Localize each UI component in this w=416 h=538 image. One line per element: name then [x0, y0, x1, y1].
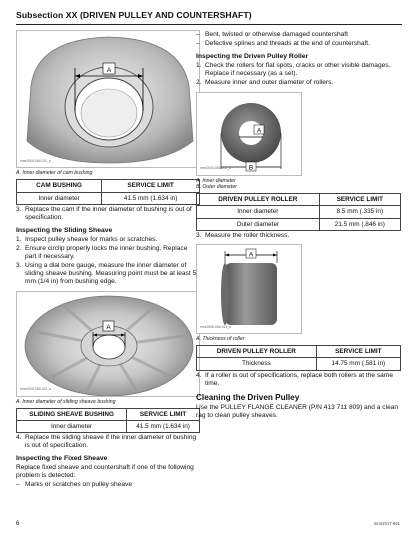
- list-item: 2. Ensure circlip properly locks the inner bushing. Replace part if necessary.: [16, 245, 188, 261]
- figure-caption: A. Inner diameter of sliding sheave bushing: [16, 398, 116, 405]
- sliding-sheave-table: [16, 408, 200, 433]
- figure-sliding-sheave: [16, 291, 200, 397]
- bullet-item: – Bent, twisted or otherwise damaged countershaft: [196, 31, 348, 38]
- figure-roller-thickness: [196, 244, 302, 334]
- roller-thickness-illustration: [197, 245, 302, 334]
- roller-thickness-table: [196, 345, 401, 370]
- subheading-sliding-sheave: Inspecting the Sliding Sheave: [16, 226, 113, 234]
- list-item: 3. Replace the cam if the inner diameter of bushing is out of specification.: [16, 205, 192, 221]
- figure-caption: A. Thickness of roller: [196, 335, 245, 342]
- figure-code: mmr2008-064-023_a: [20, 387, 51, 392]
- table-cell: 21.5 mm (.846 in): [319, 218, 400, 230]
- list-item: 3. Measure the roller thickness.: [196, 231, 290, 239]
- table-header: CAM BUSHING: [17, 180, 102, 192]
- bullet-item: – Defective splines and threads at the end of countershaft.: [196, 40, 370, 48]
- table-cell: 41.5 mm (1.634 in): [102, 192, 200, 204]
- left-column: [16, 30, 200, 489]
- list-item: 3. Using a dial bore gauge, measure the inner diameter of sliding sheave bushing. Measuring point must be at least 5 mm (1/4 in) from bushing edge.: [16, 262, 197, 286]
- figure-label-a: A: [256, 127, 262, 135]
- table-header: SERVICE LIMIT: [102, 180, 200, 192]
- table-header: DRIVEN PULLEY ROLLER: [197, 346, 317, 358]
- list-item: 1. Inspect pulley sheave for marks or scratches.: [16, 235, 158, 243]
- right-column: [196, 30, 401, 420]
- table-cell: Inner diameter: [17, 192, 102, 204]
- table-cell: Inner diameter: [17, 421, 127, 433]
- paragraph: Replace fixed sheave and countershaft if one of the following problem is detected:: [16, 463, 194, 479]
- list-item: 4. If a roller is out of specifications, replace both rollers at the same time.: [196, 371, 394, 387]
- figure-code: mmr2008-064-013_a: [200, 324, 231, 329]
- figure-code: mmr2008-064-003_a: [200, 166, 231, 171]
- figure-cam-bushing: [16, 30, 200, 168]
- list-item: 1. Check the rollers for flat spots, cracks or other visible damages. Replace if necessary (as a set).: [196, 62, 391, 78]
- table-cell: 8.5 mm (.335 in): [319, 206, 400, 218]
- roller-diameter-illustration: [197, 93, 302, 176]
- page-header: Subsection XX (DRIVEN PULLEY AND COUNTERSHAFT): [16, 10, 252, 20]
- subheading-roller: Inspecting the Driven Pulley Roller: [196, 53, 309, 61]
- subheading-fixed-sheave: Inspecting the Fixed Sheave: [16, 455, 108, 463]
- table-header: DRIVEN PULLEY ROLLER: [197, 194, 320, 206]
- table-cell: Thickness: [197, 358, 317, 370]
- cam-bushing-illustration: [17, 31, 200, 168]
- header-rule: [16, 24, 402, 25]
- table-header: SERVICE LIMIT: [127, 408, 200, 420]
- table-header: SLIDING SHEAVE BUSHING: [17, 408, 127, 420]
- list-item: 2. Measure inner and outer diameter of rollers.: [196, 79, 334, 87]
- sliding-sheave-illustration: [17, 292, 200, 397]
- list-item: 4. Replace the sliding sheave if the inner diameter of bushing is out of specification.: [16, 434, 197, 450]
- bullet-item: – Marks or scratches on pulley sheave: [16, 480, 133, 488]
- figure-label-b: B: [248, 164, 254, 172]
- figure-caption: A. Inner diameter: [196, 177, 236, 184]
- figure-caption: A. Inner diameter of cam bushing: [16, 170, 93, 176]
- figure-roller-diameters: [196, 92, 302, 176]
- table-cell: Outer diameter: [197, 218, 320, 230]
- table-cell: 14.75 mm (.581 in): [316, 358, 400, 370]
- figure-label-a: A: [106, 323, 111, 331]
- figure-caption: B. Outer diameter: [196, 183, 237, 190]
- table-cell: 41.5 mm (1.634 in): [127, 421, 200, 433]
- table-header: SERVICE LIMIT: [316, 346, 400, 358]
- cam-bushing-table: [16, 179, 200, 204]
- table-cell: Inner diameter: [197, 206, 320, 218]
- document-code: mmr2017-661: [373, 521, 400, 526]
- roller-diameter-table: [196, 193, 401, 231]
- page-number: 6: [16, 521, 20, 527]
- table-header: SERVICE LIMIT: [319, 194, 400, 206]
- section-title: Cleaning the Driven Pulley: [196, 392, 300, 402]
- figure-label-a: A: [106, 67, 112, 74]
- paragraph: Use the PULLEY FLANGE CLEANER (P/N 413 711 809) and a clean rag to clean pulley sheaves.: [196, 403, 399, 419]
- figure-code: mmr2008-064-011_a: [20, 158, 51, 163]
- figure-label-a: A: [248, 251, 254, 259]
